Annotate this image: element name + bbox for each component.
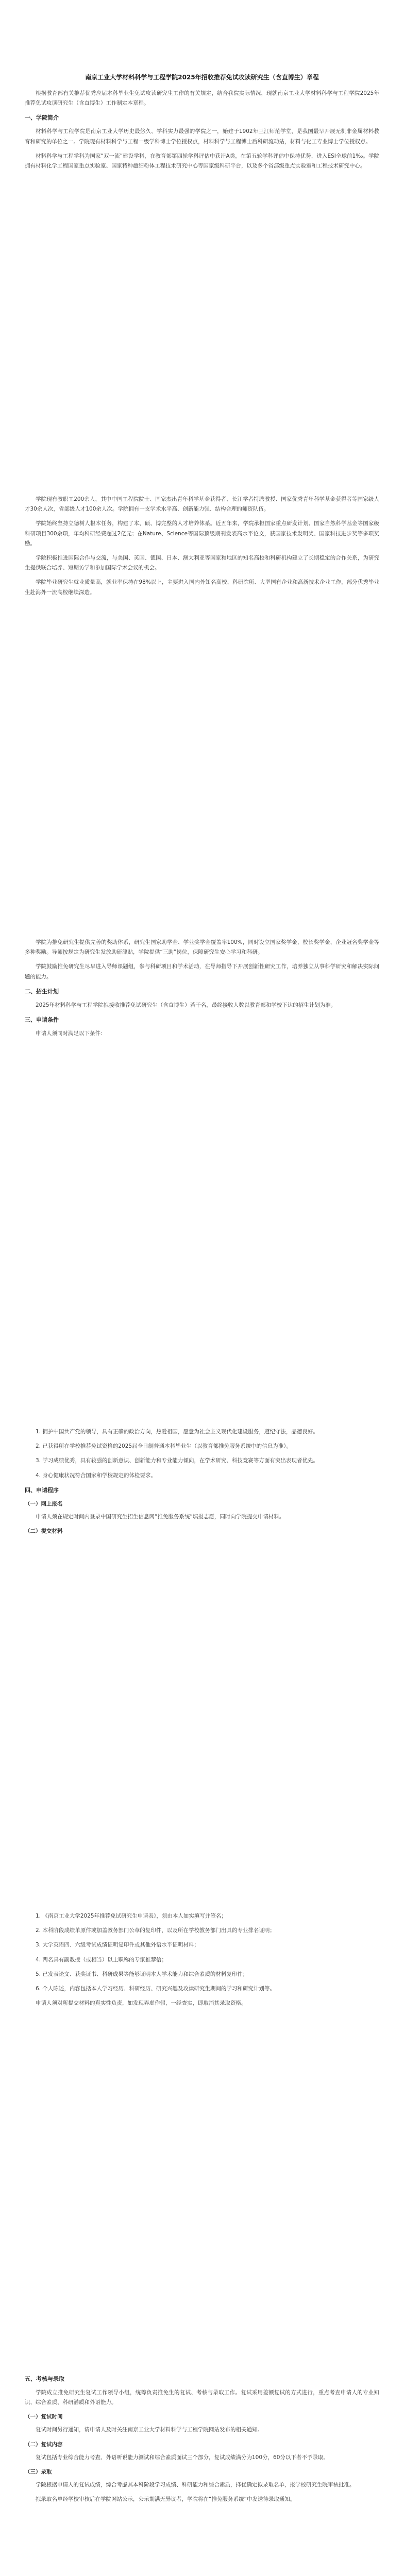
requirement-item: 1. 拥护中国共产党的领导，具有正确的政治方向，热爱祖国，愿意为社会主义现代化建设服务，遵纪守法，品德良好。	[36, 1429, 318, 1435]
section-review	[0, 2370, 404, 2509]
faculty-paragraph: 学院毕业研究生就业质量高，就业率保持在98%以上，主要进入国内外知名高校、科研院所、大型国有企业和高新技术企业工作，部分优秀毕业生赴海外一流高校继续深造。	[25, 579, 379, 596]
material-item: 2. 本科阶段成绩单原件或加盖教务部门公章的复印件，以及所在学校教务部门出具的专业排名证明；	[36, 1927, 275, 1934]
faculty-paragraph: 学院积极推进国际合作与交流，与美国、英国、德国、日本、澳大利亚等国家和地区的知名高校和科研机构建立了长期稳定的合作关系，为研究生提供联合培养、短期访学和参加国际学术会议的机会。	[25, 555, 379, 571]
material-item: 5. 已发表论文、获奖证书、科研成果等能够证明本人学术能力和综合素质的材料复印件；	[36, 1971, 248, 1977]
heading-requirements: 三、申请条件	[25, 1016, 59, 1024]
materials-note: 申请人须对所提交材料的真实性负责，如发现弄虚作假，一经查实，即取消其录取资格。	[36, 2000, 247, 2007]
review-paragraph: 学院成立推免研究生复试工作领导小组，统筹负责推免生的复试、考核与录取工作。复试采用差额复试的方式进行，重点考查申请人的专业知识、综合素质、科研潜质和外语能力。	[25, 2389, 379, 2406]
college-paragraph: 材料科学与工程学院是南京工业大学历史最悠久、学科实力最强的学院之一，始建于1902年三江师范学堂，是我国最早开展无机非金属材料教育和研究的单位之一。学院现有材料科学与工程一级学科博士学位授权点，材料科学与工程博士后科研流动站，材料与化工专业博士学位授权点。	[25, 128, 379, 145]
review-paragraph: 复试时间另行通知，请申请人及时关注南京工业大学材料科学与工程学院网站发布的相关通知。	[36, 2427, 263, 2433]
admission-paragraph: 拟录取名单经学校审核后在学院网站公示，公示期满无异议者，学院将在“推免服务系统”中发送待录取通知。	[36, 2496, 296, 2503]
material-item: 4. 两名具有副教授（或相当）以上职称的专家推荐信；	[36, 1956, 167, 1963]
requirement-item: 4. 身心健康状况符合国家和学校规定的体检要求。	[36, 1472, 156, 1479]
heading-procedure: 四、申请程序	[25, 1486, 59, 1494]
admission-paragraph: 学院根据申请人的复试成绩，综合考虑其本科阶段学习成绩、科研能力和综合素质，择优确定拟录取名单，报学校研究生院审核批准。	[36, 2481, 355, 2488]
section-materials	[0, 1911, 404, 2013]
faculty-paragraph: 学院现有教职工200余人，其中中国工程院院士、国家杰出青年科学基金获得者、长江学者特聘教授、国家优秀青年科学基金获得者等国家级人才30余人次，省部级人才100余人次。学院拥有一支学术水平高、创新能力强、结构合理的师资队伍。	[25, 496, 379, 513]
page-title: 南京工业大学材料科学与工程学院2025年招收推荐免试攻读研究生（含直博生）章程	[85, 74, 319, 81]
material-item: 6. 个人陈述，内容包括本人学习经历、科研经历、研究兴趣及攻读研究生期间的学习和研究计划等。	[36, 1986, 275, 1992]
subheading-review-time: （一）复试时间	[25, 2414, 63, 2420]
support-paragraph: 学院鼓励推免研究生尽早进入导师课题组，参与科研项目和学术活动，在导师指导下开展创新性研究工作，培养独立从事科学研究和解决实际问题的能力。	[25, 963, 379, 980]
heading-college-intro: 一、学院简介	[25, 114, 59, 122]
review-paragraph: 复试包括专业综合能力考查、外语听说能力测试和综合素质面试三个部分，复试成绩满分为100分，60分以下者不予录取。	[36, 2454, 329, 2461]
intro-paragraph: 根据教育部有关推荐优秀应届本科毕业生免试攻读研究生工作的有关规定，结合我院实际情况，现就南京工业大学材料科学与工程学院2025年推荐免试攻读研究生（含直博生）工作制定本章程。	[25, 90, 379, 107]
section-faculty	[0, 495, 404, 602]
requirement-item: 3. 学习成绩优秀，具有较强的创新意识、创新能力和专业能力倾向，在学术研究、科技竞赛等方面有突出表现者优先。	[36, 1458, 318, 1464]
material-item: 1. 《南京工业大学2025年推荐免试研究生申请表》，须由本人如实填写并签名；	[36, 1913, 227, 1919]
subheading-admission: （三）录取	[25, 2468, 52, 2475]
support-paragraph: 学院为推免研究生提供完善的奖助体系，研究生国家助学金、学业奖学金覆盖率100%，同时设立国家奖学金、校长奖学金、企业冠名奖学金等多种奖励。导师按规定为研究生发放助研津贴，学院提供“三助”岗位，保障研究生安心学习和科研。	[25, 939, 379, 956]
faculty-paragraph: 学院始终坚持立德树人根本任务，构建了本、硕、博完整的人才培养体系。近五年来，学院承担国家重点研发计划、国家自然科学基金等国家级科研项目300余项，年均科研经费超过2亿元；在Nature、Science等国际顶级期刊发表高水平论文，获国家技术发明奖、国家科技进步奖等多项奖励。	[25, 520, 379, 547]
heading-review-admission: 五、考核与录取	[25, 2376, 64, 2382]
section-intro	[0, 72, 404, 176]
college-paragraph: 材料科学与工程学科为国家“双一流”建设学科，在教育部第四轮学科评估中获评A类，在第五轮学科评估中保持优势，进入ESI全球前1‰。学院拥有材料化学工程国家重点实验室、国家特种超细粉体工程技术研究中心等国家级科研平台，以及多个省部级重点实验室和工程技术研究中心。	[25, 152, 379, 170]
procedure-paragraph: 申请人须在规定时间内登录中国研究生招生信息网“推免服务系统”填报志愿，同时向学院提交申请材料。	[36, 1513, 285, 1520]
plan-paragraph: 2025年材料科学与工程学院拟接收推荐免试研究生（含直博生）若干名，最终接收人数以教育部和学校下达的招生计划为准。	[36, 1002, 336, 1008]
subheading-online-registration: （一）网上报名	[25, 1500, 63, 1507]
section-requirements	[0, 1427, 404, 1539]
section-support-plan	[0, 938, 404, 1043]
material-item: 3. 大学英语四、六级考试成绩证明复印件或其他外语水平证明材料；	[36, 1942, 199, 1948]
requirement-item: 2. 已获得所在学校推荐免试资格的2025届全日制普通本科毕业生（以教育部推免服务系统中的信息为准）。	[36, 1443, 292, 1450]
heading-enrollment-plan: 二、招生计划	[25, 988, 59, 995]
subheading-review-content: （二）复试内容	[25, 2441, 63, 2448]
requirements-paragraph: 申请人须同时满足以下条件：	[36, 1030, 106, 1037]
subheading-materials: （二）提交材料	[25, 1528, 63, 1535]
